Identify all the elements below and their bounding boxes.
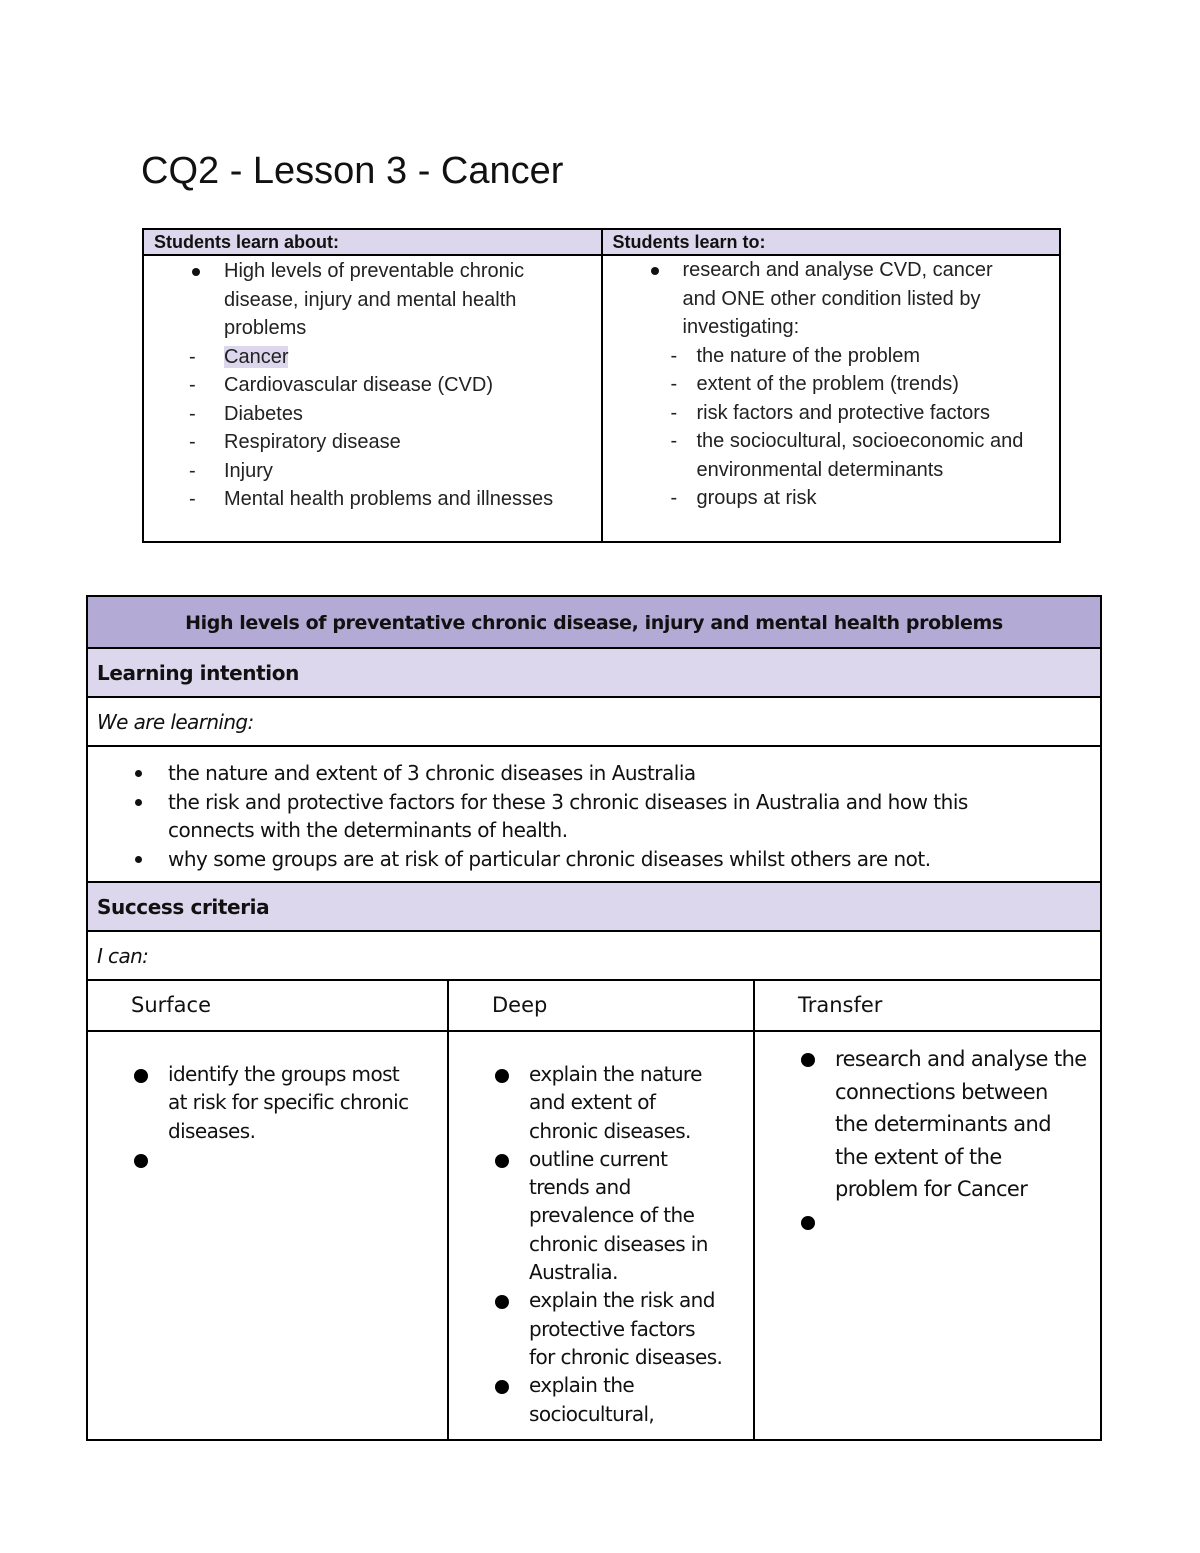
learn-about-cell (144, 256, 603, 541)
list-item: research and analyse the connections between the determinants and the extent of the problem for Cancer (755, 1043, 1100, 1206)
syllabus-body-row (144, 256, 1059, 541)
bullet-icon (651, 267, 659, 275)
bullet-icon (495, 1380, 509, 1394)
list-item: research and analyse CVD, cancer and ONE other condition listed by investigating: (603, 256, 1060, 342)
bullet-icon (801, 1216, 815, 1230)
learn-about-header: Students learn about: (144, 230, 603, 254)
bullet-icon (495, 1154, 509, 1168)
criteria-body-row (88, 1032, 1100, 1441)
learning-list (88, 747, 1100, 883)
list-item: why some groups are at risk of particular chronic diseases whilst others are not. (88, 845, 1100, 874)
bullet-icon (135, 856, 142, 863)
list-item: - extent of the problem (trends) (670, 373, 959, 395)
list-item: - the sociocultural, socioeconomic and environmental determinants (670, 430, 1024, 481)
list-item: - groups at risk (670, 487, 817, 509)
deep-header: Deep (449, 981, 755, 1030)
bullet-icon (495, 1069, 509, 1083)
surface-cell (88, 1032, 449, 1439)
learning-intro: We are learning: (88, 698, 1100, 747)
transfer-cell (755, 1032, 1100, 1439)
list-item: explain the sociocultural, (449, 1371, 753, 1428)
list-item: - risk factors and protective factors (670, 401, 990, 424)
lesson-plan-table (86, 595, 1102, 1441)
learn-to-cell (603, 256, 1060, 541)
learning-intention-label: Learning intention (88, 649, 1100, 698)
list-item (88, 1145, 447, 1173)
list-item: the nature and extent of 3 chronic diseases in Australia (88, 759, 1100, 788)
list-item: - Diabetes (189, 402, 303, 425)
syllabus-table (142, 228, 1061, 543)
list-item: High levels of preventable chronic disease, injury and mental health problems (144, 257, 601, 343)
plan-heading: High levels of preventative chronic disease, injury and mental health problems (88, 597, 1100, 649)
list-item (755, 1206, 1100, 1234)
bullet-icon (192, 268, 200, 276)
list-item: identify the groups most at risk for specific chronic diseases. (88, 1060, 447, 1145)
list-item: - Mental health problems and illnesses (189, 488, 554, 510)
bullet-icon (495, 1295, 509, 1309)
list-item: - Injury (189, 459, 273, 482)
list-item: outline current trends and prevalence of the chronic diseases in Australia. (449, 1145, 753, 1286)
bullet-icon (801, 1053, 815, 1067)
bullet-icon (134, 1154, 148, 1168)
list-item: explain the nature and extent of chronic diseases. (449, 1060, 753, 1145)
syllabus-header-row (144, 230, 1059, 256)
highlighted-text: Cancer (224, 345, 289, 368)
surface-header: Surface (88, 981, 449, 1030)
success-criteria-label: Success criteria (88, 883, 1100, 932)
list-item: - Cancer (189, 345, 289, 368)
deep-cell (449, 1032, 755, 1439)
page-title: CQ2 - Lesson 3 - Cancer (141, 150, 564, 192)
list-item: - Respiratory disease (189, 431, 401, 453)
learn-to-header: Students learn to: (612, 232, 766, 252)
success-intro: I can: (88, 932, 1100, 981)
bullet-icon (135, 799, 142, 806)
criteria-columns-header (88, 981, 1100, 1032)
transfer-header: Transfer (798, 993, 883, 1017)
list-item: explain the risk and protective factors for chronic diseases. (449, 1286, 753, 1371)
list-item: - the nature of the problem (670, 344, 920, 367)
bullet-icon (135, 770, 142, 777)
bullet-icon (134, 1069, 148, 1083)
list-item: the risk and protective factors for these 3 chronic diseases in Australia and how this connects with the determinants of health. (88, 788, 1100, 845)
list-item: - Cardiovascular disease (CVD) (189, 374, 493, 396)
